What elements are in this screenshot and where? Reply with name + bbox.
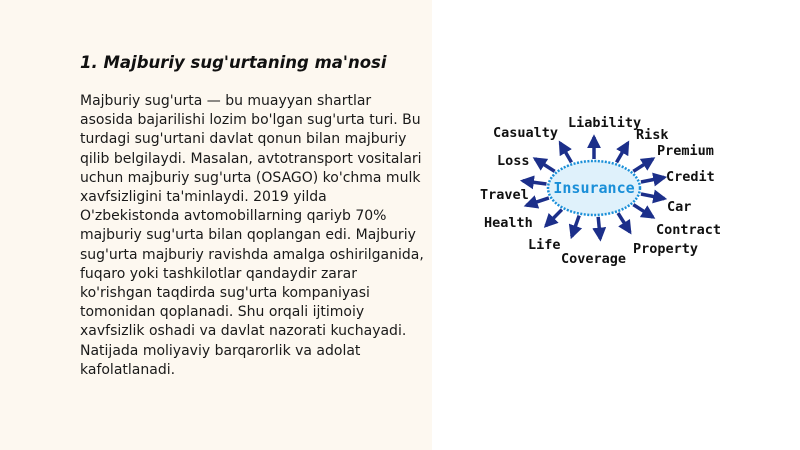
word-contract: Contract — [656, 222, 722, 238]
word-credit: Credit — [666, 169, 715, 185]
arrow-6 — [618, 213, 630, 232]
center-word: Insurance — [553, 179, 635, 197]
word-car: Car — [667, 199, 692, 215]
section-heading: 1. Majburiy sug'urtaning ma'nosi — [80, 53, 387, 72]
insurance-diagram — [476, 108, 726, 278]
word-liability: Liability — [568, 115, 642, 131]
word-coverage: Coverage — [561, 251, 627, 267]
arrow-11 — [523, 181, 547, 184]
word-loss: Loss — [497, 153, 530, 169]
insurance-word-cloud — [476, 108, 726, 278]
word-premium: Premium — [657, 143, 714, 159]
arrow-8 — [572, 216, 579, 237]
arrow-10 — [526, 198, 549, 206]
arrow-5 — [633, 205, 653, 218]
arrow-1 — [617, 143, 628, 162]
arrow-13 — [560, 143, 571, 162]
word-life: Life — [528, 237, 561, 253]
arrow-12 — [535, 159, 555, 172]
word-travel: Travel — [480, 187, 529, 203]
arrow-7 — [598, 217, 600, 239]
arrow-9 — [546, 210, 562, 226]
arrow-4 — [641, 194, 664, 199]
arrow-3 — [641, 177, 664, 182]
word-health: Health — [484, 215, 533, 231]
arrow-2 — [633, 159, 653, 172]
word-casualty: Casualty — [493, 125, 559, 141]
word-risk: Risk — [636, 127, 669, 143]
word-property: Property — [633, 241, 699, 257]
section-body-text: Majburiy sug'urta — bu muayyan shartlar asosida bajarilishi lozim bo'lgan sug'urta turi. Bu turdagi sug'urtani davlat qonun bilan majburiy qilib belgilaydi. Masalan, avtotransport vositalari uchun majburiy sug'urta (OSAGO) ko'chma mulk xavfsizligini ta'minlaydi. 2019 yilda O'zbekistonda avtomobillarning qariyb 70% majburiy sug'urta bilan qoplangan edi. Majburiy sug'urta majburiy ravishda amalga oshirilganida, fuqaro yoki tashkilotlar qandaydir zarar ko'rishgan taqdirda sug'urta kompaniyasi tomonidan qoplanadi. Shu orqali ijtimoiy xavfsizlik oshadi va davlat nazorati kuchayadi. Natijada moliyaviy barqarorlik va adolat kafolatlanadi. — [80, 93, 424, 378]
